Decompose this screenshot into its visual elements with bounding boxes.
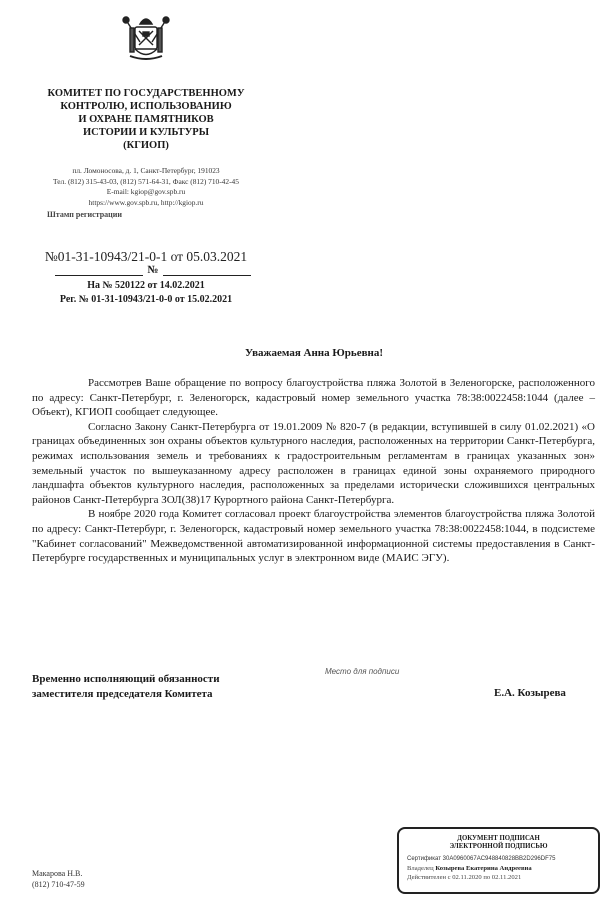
org-line: И ОХРАНЕ ПАМЯТНИКОВ — [78, 114, 214, 125]
paragraph: Согласно Закону Санкт-Петербурга от 19.01.2009 № 820-7 (в редакции, вступившей в силу 01.02.2021) «О границах объединенных зон охраны объектов культурного наследия, расположенных на территории Санкт-Петербурга, режимах использования земель и требованиях к градостроительным регламентам в границах указанных зон» земельный участок по вышеуказанному адресу расположен в границах единой зоны охраняемого природного ландшафта объектов культурного наследия, расположенных за пределами исторически сложившихся центральных районов Санкт-Петербурга ЗОЛ(38)17 Курортного района Санкт-Петербурга. — [32, 420, 595, 506]
paragraph: Рассмотрев Ваше обращение по вопросу благоустройства пляжа Золотой в Зеленогорске, расположенного по адресу: Санкт-Петербург, г. Зеленогорск, кадастровый номер земельного участка 78:38:0022458:1044 (далее – Объект), КГИОП сообщает следующее. — [32, 377, 595, 419]
owner-name: Козырева Екатерина Андреевна — [435, 865, 532, 872]
esig-title-line: ДОКУМЕНТ ПОДПИСАН — [457, 835, 540, 842]
greeting: Уважаемая Анна Юрьевна! — [244, 347, 384, 359]
certificate-label: Сертификат — [407, 856, 441, 862]
owner-row — [407, 864, 590, 873]
in-reply-to: На № 520122 от 14.02.2021 — [87, 280, 205, 291]
coat-of-arms-icon — [118, 12, 174, 68]
executor-info — [32, 868, 85, 890]
org-line: КОМИТЕТ ПО ГОСУДАРСТВЕННОМУ — [47, 88, 245, 99]
signer-name: Е.А. Козырева — [494, 687, 566, 699]
signature-placeholder: Место для подписи — [325, 667, 400, 676]
date-blank — [55, 263, 143, 276]
esig-title-line: ЭЛЕКТРОННОЙ ПОДПИСЬЮ — [449, 843, 548, 850]
org-abbreviation: (КГИОП) — [123, 140, 169, 151]
letter-body — [32, 376, 595, 566]
org-line: ИСТОРИИ И КУЛЬТУРЫ — [82, 127, 210, 138]
org-line: КОНТРОЛЮ, ИСПОЛЬЗОВАНИЮ — [60, 101, 232, 112]
validity-period: Действителен с 02.11.2020 по 02.11.2021 — [407, 874, 522, 881]
registration-stamp-label: Штамп регистрации — [47, 210, 122, 219]
position-line: Временно исполняющий обязанности — [32, 673, 220, 685]
address: пл. Ломоносова, д. 1, Санкт-Петербург, 191023 — [72, 166, 220, 175]
esig-title — [407, 835, 590, 851]
organization-name — [20, 87, 272, 152]
websites: https://www.gov.spb.ru, http://kgiop.ru — [88, 197, 204, 207]
owner-label: Владелец — [407, 865, 434, 872]
phones: Тел. (812) 315-43-03, (812) 571-64-31, Факс (812) 710-42-45 — [53, 176, 239, 186]
certificate-id: 30A0960067AC948840828BB2D296DF75 — [442, 856, 556, 862]
executor-phone: (812) 710-47-59 — [32, 880, 85, 889]
outgoing-number: №01-31-10943/21-0-1 от 05.03.2021 — [44, 249, 248, 264]
email: E-mail: kgiop@gov.spb.ru — [106, 187, 186, 196]
position-line: заместителя председателя Комитета — [32, 688, 213, 700]
executor-name: Макарова Н.В. — [32, 869, 83, 878]
reply-reference — [20, 279, 272, 307]
paragraph: В ноябре 2020 года Комитет согласовал проект благоустройства элементов благоустройства пляжа Золотой по адресу: Санкт-Петербург, г. Зеленогорск, кадастровый номер земельного участка 78:38:0022458:1044, в подсистеме "Кабинет согласований" Межведомственной автоматизированной информационной системы предоставления в Санкт-Петербурге государственных и муниципальных услуг в электронном виде (МАИС ЭГУ). — [32, 508, 595, 565]
signer-position — [32, 672, 220, 702]
number-blank — [163, 263, 251, 276]
organization-contacts — [20, 166, 272, 208]
number-line — [48, 263, 258, 276]
certificate-row — [407, 855, 590, 864]
registration-number: Рег. № 01-31-10943/21-0-0 от 15.02.2021 — [59, 294, 233, 305]
electronic-signature-stamp — [397, 827, 600, 894]
number-sign: № — [147, 264, 159, 276]
